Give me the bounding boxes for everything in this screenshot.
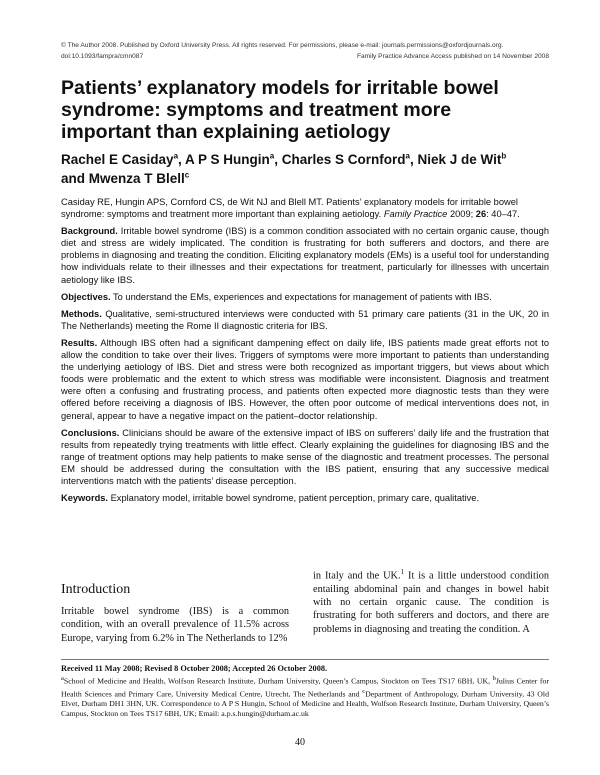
advance-access: Family Practice Advance Access published on 14 November 2008 — [356, 53, 549, 60]
abstract-results: Results. Although IBS often had a significant dampening effect on daily life, IBS patients made great efforts not to allow the condition to take over their lives. Triggers of symptoms were more important to patients than understanding the underlying aetiology of IBS. Diet and stress were both recognized as important triggers, but views about which foods were problematic and the extent to which stress was modifiable were inconsistent. Diagnosis and treatment were often a confusing and frustrating process, and patients often expected more diagnostic tests than they were offered before receiving a diagnosis of IBS. However, the often poor outcome of medical interventions does not, in general, appear to have a negative impact on the patient–doctor relationship. — [61, 337, 549, 421]
keywords: Keywords. Explanatory model, irritable bowel syndrome, patient perception, primary care, qualitative. — [61, 493, 480, 504]
abstract-objectives: Objectives. To understand the EMs, experiences and expectations for management of patients with IBS. — [61, 291, 492, 302]
received-dates: Received 11 May 2008; Revised 8 October 2008; Accepted 26 October 2008. — [61, 664, 328, 673]
intro-column-right: in Italy and the UK.$^1$ It is a little understood condition entailing abdominal pain and changes in bowel habit with no certain organic cause. The condition is frustrating for both sufferers and doctors, and there are problems in diagnosing and treating the condition. A — [313, 568, 549, 635]
abstract-methods: Methods. Qualitative, semi-structured interviews were conducted with 51 primary care patients (31 in the UK, 20 in The Netherlands) meeting the Rome II diagnostic criteria for IBS. — [61, 308, 549, 331]
page-number: 40 — [295, 737, 305, 748]
abstract-conclusions: Conclusions. Clinicians should be aware of the extensive impact of IBS on sufferers’ daily life and the frustration that results from repeatedly trying treatments with little effect. Clearly explaining the guidelines for diagnosing IBS and the range of treatment options may help patients to make sense of the diagnostic and treatment processes. The personal EM should be addressed during the consultation with the IBS patient, ensuring that any successive medical interventions match with the patients’ disease perception. — [61, 427, 549, 486]
footnotes — [61, 664, 549, 719]
doi-line — [61, 51, 549, 62]
citation: Casiday RE, Hungin APS, Cornford CS, de Wit NJ and Blell MT. Patients’ explanatory models for irritable bowel syndrome: symptoms and treatment more important than explaining aetiology. Family Practice 2009; 26: 40–47. — [61, 197, 520, 220]
footnote-divider — [61, 659, 549, 660]
author: Mwenza T Blell$^c$ — [88, 170, 190, 186]
copyright-line: © The Author 2008. Published by Oxford University Press. All rights reserved. For permissions, please e-mail: journals.permissions@oxfordjournals.org. — [61, 42, 504, 49]
affiliations: $^a$School of Medicine and Health, Wolfson Research Institute, Durham University, Queen’s Campus, Stockton on Tees TS17 6BH, UK, $^b$Julius Center for Health Sciences and Primary Care, University Medical Centre, Utrecht, The Netherlands and $^c$Department of Anthropology, Durham University, 43 Old Elvet, Durham DH1 3HN, UK. Correspondence to A P S Hungin, School of Medicine and Health, Wolfson Research Institute, Durham University, Queen’s Campus, Stockton on Tees TS17 6BH, UK; Email: a.p.s.hungin@durham.ac.uk — [61, 675, 549, 719]
intro-column-left: Irritable bowel syndrome (IBS) is a common condition, with an overall prevalence of 11.5% across Europe, varying from 6.2% in The Netherlands to 12% — [61, 606, 289, 644]
author: Charles S Cornford$^a$, — [281, 151, 418, 167]
abstract — [61, 196, 549, 509]
abstract-background: Background. Irritable bowel syndrome (IBS) is a common condition associated with no certain organic cause, though diet and stress are widely implicated. The condition is frustrating for both sufferers and doctors, and there are problems in diagnosing and treating the condition. Eliciting explanatory models (EMs) is a useful tool for understanding how individuals relate to their illnesses and their expectations for treatment, particularly for illnesses with uncertain aetiology like IBS. — [61, 226, 549, 285]
introduction-heading: Introduction — [61, 582, 131, 597]
author: Niek J de Wit$^b$ and — [61, 151, 507, 186]
article-title: Patients’ explanatory models for irritable bowel syndrome: symptoms and treatment more important than explaining aetiology — [61, 77, 499, 143]
author: A P S Hungin$^a$, — [185, 151, 282, 167]
doi: doi:10.1093/fampra/cmn087 — [61, 53, 144, 60]
author: Rachel E Casiday$^a$, — [61, 151, 186, 167]
author-list — [61, 148, 531, 187]
